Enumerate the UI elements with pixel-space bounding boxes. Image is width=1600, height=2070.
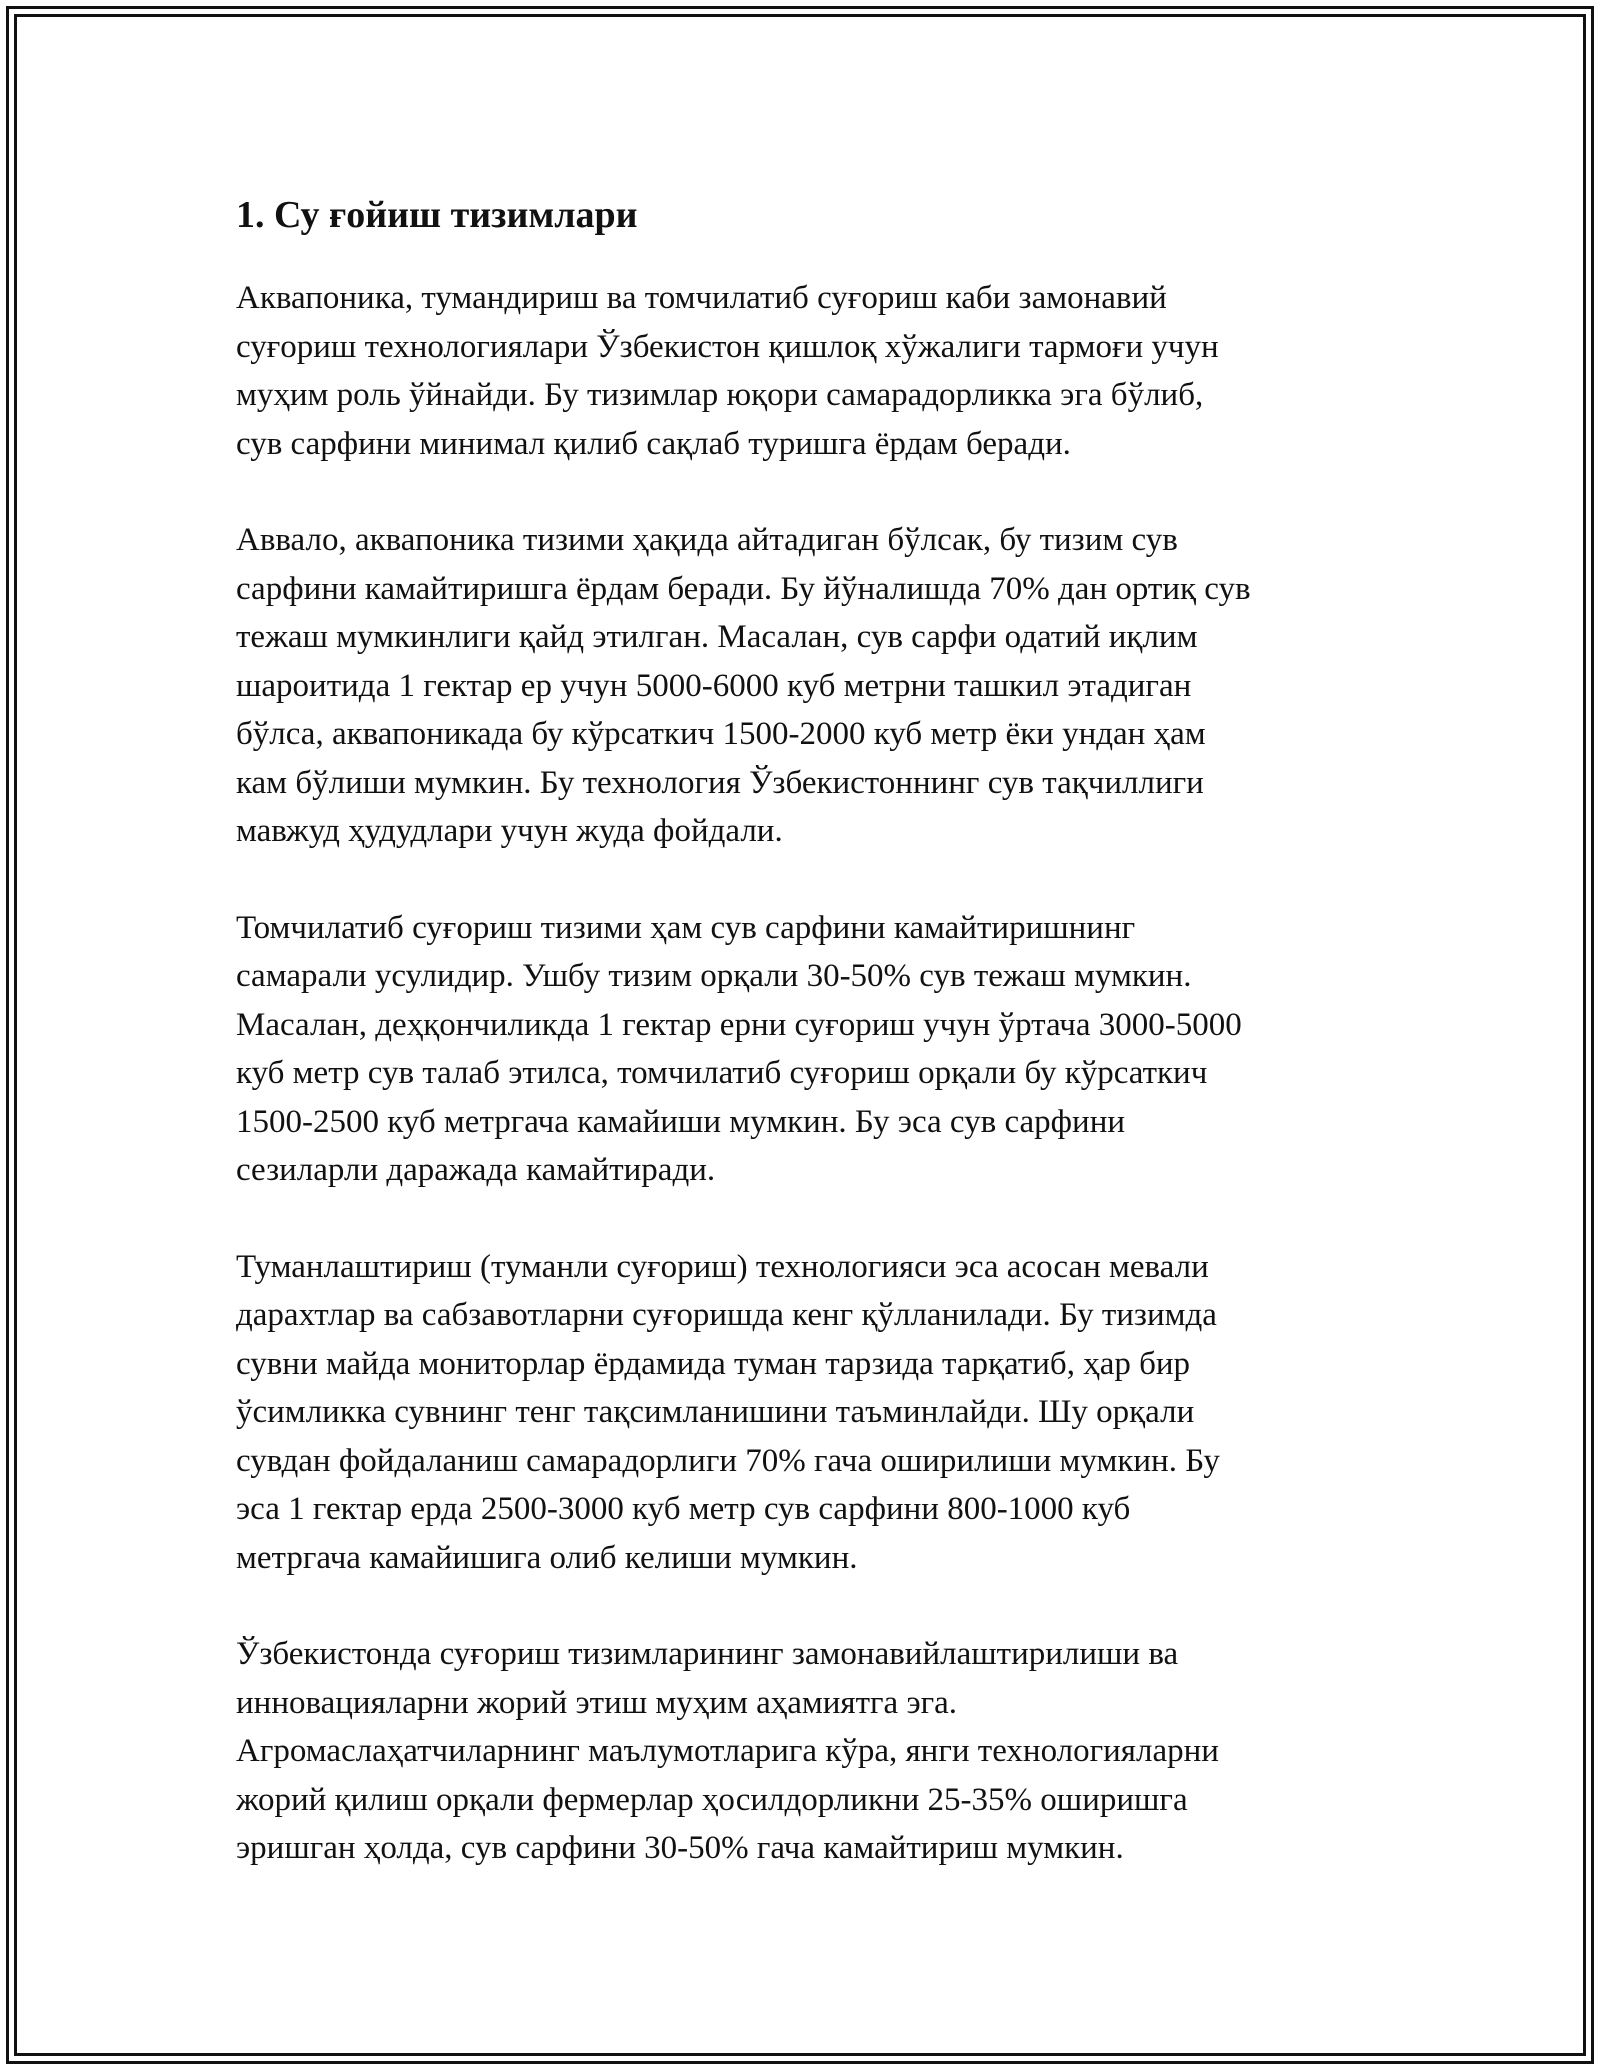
paragraph-drip-irrigation: Томчилатиб суғориш тизими ҳам сув сарфини камайтиришнинг самарали усулидир. Ушбу тизим орқали 30-50% сув тежаш мумкин. Масалан, деҳқончиликда 1 гектар ерни суғориш учун ўртача 3000-5000 куб метр сув талаб этилса, томчилатиб суғориш орқали бу кўрсаткич 1500-2500 куб метргача камайиши мумкин. Бу эса сув сарфини сезиларли даражада камайтиради. — [236, 909, 1242, 1188]
paragraph-modernization: Ўзбекистонда суғориш тизимларининг замонавийлаштирилиши ва инновацияларни жорий этиш муҳим аҳамиятга эга. Агромаслаҳатчиларнинг маълумотларига кўра, янги технологияларни жорий қилиш орқали фермерлар ҳосилдорликни 25-35% оширишга эришган ҳолда, сув сарфини 30-50% гача камайтириш мумкин. — [236, 1636, 1219, 1866]
document-body — [236, 186, 1386, 1921]
paragraph-mist-irrigation: Туманлаштириш (туманли суғориш) технологияси эса асосан мевали дарахтлар ва сабзавотларни суғоришда кенг қўлланилади. Бу тизимда сувни майда мониторлар ёрдамида туман тарзида тарқатиб, ҳар бир ўсимликка сувнинг тенг тақсимланишини таъминлайди. Шу орқали сувдан фойдаланиш самарадорлиги 70% гача оширилиши мумкин. Бу эса 1 гектар ерда 2500-3000 куб метр сув сарфини 800-1000 куб метргача камайишига олиб келиши мумкин. — [236, 1248, 1220, 1576]
paragraph-aquaponics-intro: Аквапоника, тумандириш ва томчилатиб суғориш каби замонавий суғориш технологиялари Ўзбекистон қишлоқ хўжалиги тармоғи учун муҳим роль ўйнайди. Бу тизимлар юқори самарадорликка эга бўлиб, сув сарфини минимал қилиб сақлаб туришга ёрдам беради. — [236, 280, 1219, 462]
section-heading: 1. Су ғойиш тизимлари — [236, 194, 638, 236]
paragraph-aquaponics: Аввало, аквапоника тизими ҳақида айтадиган бўлсак, бу тизим сув сарфини камайтиришга ёрдам беради. Бу йўналишда 70% дан ортиқ сув тежаш мумкинлиги қайд этилган. Масалан, сув сарфи одатий иқлим шароитида 1 гектар ер учун 5000-6000 куб метрни ташкил этадиган бўлса, аквапоникада бу кўрсаткич 1500-2000 куб метр ёки ундан ҳам кам бўлиши мумкин. Бу технология Ўзбекистоннинг сув тақчиллиги мавжуд ҳудудлари учун жуда фойдали. — [236, 522, 1251, 849]
